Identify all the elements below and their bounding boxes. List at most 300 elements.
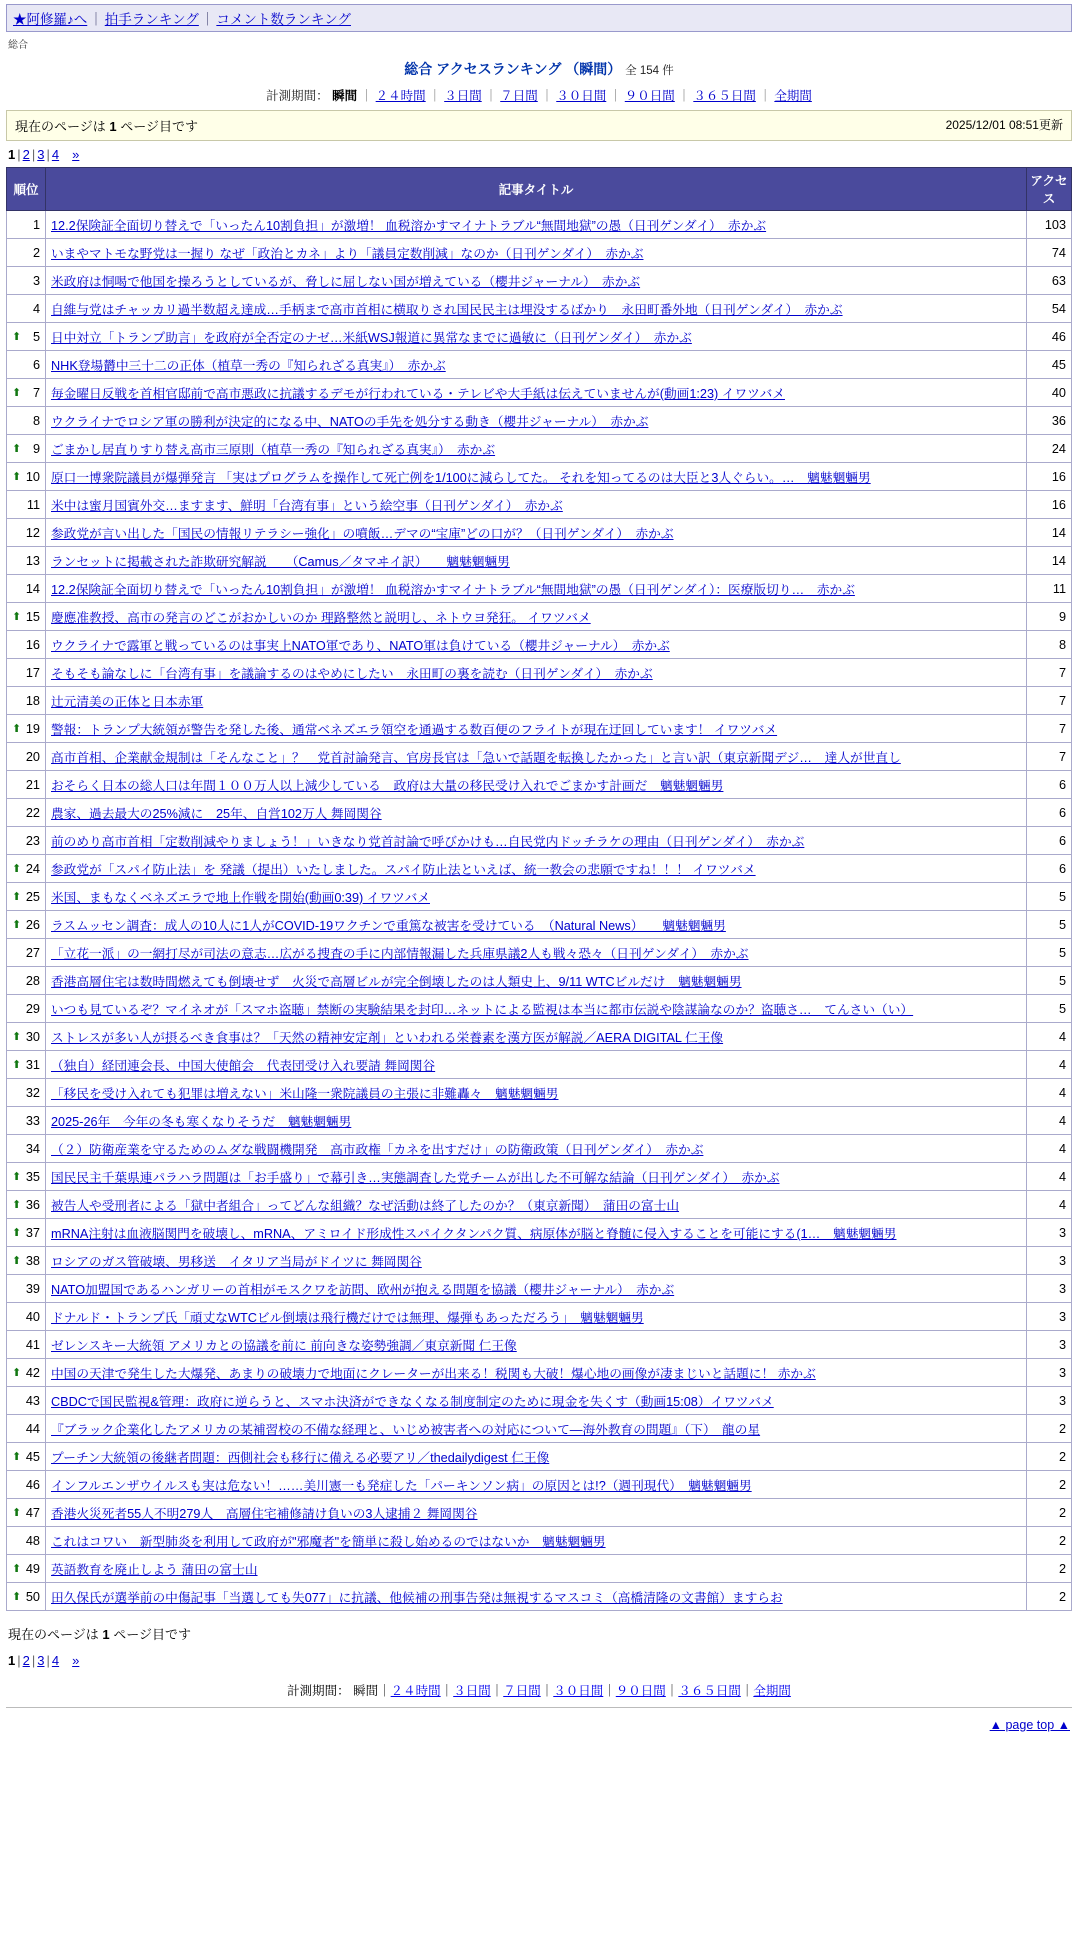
article-title-link[interactable]: ごまかし居直りすり替え高市三原則（植草一秀の『知られざる真実』） 赤かぶ <box>51 443 496 457</box>
period-selector-bottom <box>0 1681 1078 1699</box>
article-title-link[interactable]: ドナルド・トランプ氏「頑丈なWTCビル倒壊は飛行機だけでは無理、爆弾もあっただろう」 魑魅魍魎男 <box>51 1311 644 1325</box>
period-option-3d-top[interactable]: ３日間 <box>444 89 482 103</box>
access-count-cell: 3 <box>1027 1219 1072 1247</box>
access-count-cell: 5 <box>1027 995 1072 1023</box>
title-cell <box>46 407 1027 435</box>
rank-up-arrow-icon: ⬆ <box>12 1226 22 1239</box>
article-title-link[interactable]: 「移民を受け入れても犯罪は増えない」米山隆一衆院議員の主張に非難轟々 魑魅魍魎男 <box>51 1087 559 1101</box>
article-title-link[interactable]: 香港高層住宅は数時間燃えても倒壊せず 火災で高層ビルが完全倒壊したのは人類史上、9/11 WTCビルだけ 魑魅魍魎男 <box>51 975 742 989</box>
article-title-link[interactable]: ラスムッセン調査：成人の10人に1人がCOVID-19ワクチンで重篤な被害を受けている （Natural News） 魑魅魍魎男 <box>51 919 726 933</box>
rank-number: 24 <box>25 861 40 876</box>
access-count-cell: 6 <box>1027 799 1072 827</box>
rank-number: 44 <box>25 1421 40 1436</box>
period-option-30d-bottom[interactable]: ３０日間 <box>553 1684 604 1698</box>
rank-number: 45 <box>25 1449 40 1464</box>
title-cell <box>46 1275 1027 1303</box>
rank-number: 39 <box>25 1281 40 1296</box>
title-cell <box>46 659 1027 687</box>
table-row <box>7 295 1072 323</box>
title-cell <box>46 1135 1027 1163</box>
pagination-bottom-bar-1: | <box>17 1653 21 1668</box>
title-cell <box>46 799 1027 827</box>
title-cell <box>46 687 1027 715</box>
rank-cell <box>7 1443 46 1471</box>
table-row <box>7 1303 1072 1331</box>
rank-up-arrow-icon: ⬆ <box>12 610 22 623</box>
title-cell <box>46 379 1027 407</box>
pagination-top-page-3[interactable]: 3 <box>37 147 45 162</box>
rank-number: 6 <box>32 357 40 372</box>
title-cell <box>46 1051 1027 1079</box>
rank-cell <box>7 1079 46 1107</box>
article-title-link[interactable]: インフルエンザウイルスも実は危ない！……美川憲一も発症した「パーキンソン病」の原因とは!?（週刊現代） 魑魅魍魎男 <box>51 1479 752 1493</box>
table-row <box>7 687 1072 715</box>
period-bar-bottom-3: ｜ <box>490 1684 504 1698</box>
nav-separator-2: ｜ <box>200 12 215 27</box>
table-row <box>7 1415 1072 1443</box>
rank-number: 19 <box>25 721 40 736</box>
article-title-link[interactable]: 辻元清美の正体と日本赤軍 <box>51 695 204 709</box>
page-status-suffix: ページ目です <box>120 119 198 134</box>
title-cell <box>46 211 1027 239</box>
rank-up-arrow-icon: ⬆ <box>12 1170 22 1183</box>
article-title-link[interactable]: 参政党が言い出した「国民の情報リテラシー強化」の噴飯…デマの“宝庫”どの口が？（日刊ゲンダイ） 赤かぶ <box>51 527 674 541</box>
page-status-prefix: 現在のページは <box>15 119 106 134</box>
table-row <box>7 1247 1072 1275</box>
page-status-bottom <box>6 1621 1072 1643</box>
table-row <box>7 1527 1072 1555</box>
article-title-link[interactable]: 英語教育を廃止しよう 蒲田の富士山 <box>51 1563 258 1577</box>
rank-number: 23 <box>25 833 40 848</box>
table-row <box>7 1135 1072 1163</box>
article-title-link[interactable]: （２）防衛産業を守るためのムダな戦闘機開発 高市政権「カネを出すだけ」の防衛政策（日刊ゲンダイ） 赤かぶ <box>51 1143 704 1157</box>
access-count-cell: 2 <box>1027 1443 1072 1471</box>
access-count-cell: 16 <box>1027 491 1072 519</box>
article-title-link[interactable]: 2025-26年 今年の冬も寒くなりそうだ 魑魅魍魎男 <box>51 1115 352 1129</box>
rank-number: 31 <box>25 1057 40 1072</box>
article-title-link[interactable]: おそらく日本の総人口は年間１００万人以上減少している 政府は大量の移民受け入れでごまかす計画だ 魑魅魍魎男 <box>51 779 724 793</box>
title-cell <box>46 1359 1027 1387</box>
article-title-link[interactable]: プーチン大統領の後継者問題：西側社会も移行に備える必要アリ／thedailydigest 仁王像 <box>51 1451 550 1465</box>
rank-cell <box>7 519 46 547</box>
page-top-link[interactable]: ▲ page top ▲ <box>989 1718 1070 1732</box>
rank-cell <box>7 1051 46 1079</box>
rank-number: 1 <box>32 217 40 232</box>
table-row <box>7 519 1072 547</box>
table-row <box>7 1163 1072 1191</box>
rank-cell <box>7 463 46 491</box>
period-option-90d-bottom[interactable]: ９０日間 <box>615 1684 666 1698</box>
table-row <box>7 855 1072 883</box>
rank-up-arrow-icon: ⬆ <box>12 1254 22 1267</box>
title-cell <box>46 295 1027 323</box>
article-title-link[interactable]: （独自）経団連会長、中国大使館会 代表団受け入れ要請 舞岡関谷 <box>51 1059 436 1073</box>
article-title-link[interactable]: 田久保氏が選挙前の中傷記事「当選しても失077」に抗議、他候補の刑事告発は無視するマスコミ（高橋清隆の文書館）ますらお <box>51 1591 783 1605</box>
article-title-link[interactable]: 高市首相、企業献金規制は「そんなこと」？ 党首討論発言、官房長官は「急いで話題を転換したかった」と言い訳（東京新聞デジ… 達人が世直し <box>51 751 901 765</box>
table-row <box>7 743 1072 771</box>
rank-cell <box>7 323 46 351</box>
ranking-table <box>6 167 1072 1611</box>
access-count-cell: 74 <box>1027 239 1072 267</box>
article-title-link[interactable]: いまやマトモな野党は一握り なぜ「政治とカネ」より「議員定数削減」なのか（日刊ゲンダイ） 赤かぶ <box>51 247 644 261</box>
access-count-cell: 2 <box>1027 1555 1072 1583</box>
access-count-cell: 4 <box>1027 1191 1072 1219</box>
table-row <box>7 1051 1072 1079</box>
title-cell <box>46 1163 1027 1191</box>
title-cell <box>46 267 1027 295</box>
rank-cell <box>7 1107 46 1135</box>
table-row <box>7 1387 1072 1415</box>
access-count-cell: 7 <box>1027 743 1072 771</box>
table-row <box>7 1555 1072 1583</box>
title-cell <box>46 1583 1027 1611</box>
article-title-link[interactable]: 国民民主千葉県連パラハラ問題は「お手盛り」で幕引き…実態調査した党チームが出した不可解な結論（日刊ゲンダイ） 赤かぶ <box>51 1171 780 1185</box>
title-cell <box>46 855 1027 883</box>
title-cell <box>46 1499 1027 1527</box>
pagination-top-page-2[interactable]: 2 <box>22 147 30 162</box>
table-row <box>7 1275 1072 1303</box>
nav-separator-1: ｜ <box>89 12 103 27</box>
table-row <box>7 407 1072 435</box>
table-row <box>7 435 1072 463</box>
rank-cell <box>7 267 46 295</box>
rank-cell <box>7 1191 46 1219</box>
table-row <box>7 799 1072 827</box>
pagination-bottom-bar-2: | <box>31 1653 36 1668</box>
period-option-instant-top[interactable]: 瞬間 <box>332 89 358 103</box>
article-title-link[interactable]: mRNA注射は血液脳関門を破壊し、mRNA、アミロイド形成性スパイクタンパク質、病原体が脳と脊髄に侵入することを可能にする(1… 魑魅魍魎男 <box>51 1227 897 1241</box>
article-title-link[interactable]: 中国の天津で発生した大爆発、あまりの破壊力で地面にクレーターが出来る！税関も大破！爆心地の画像が凄まじいと話題に！ 赤かぶ <box>51 1367 816 1381</box>
rank-cell <box>7 1219 46 1247</box>
pagination-top-page-1[interactable]: 1 <box>8 147 16 162</box>
column-header-rank: 順位 <box>7 168 46 211</box>
rank-number: 9 <box>32 441 40 456</box>
table-row <box>7 883 1072 911</box>
article-title-link[interactable]: ゼレンスキー大統領 アメリカとの協議を前に 前向きな姿勢強調／東京新聞 仁王像 <box>51 1339 517 1353</box>
rank-number: 5 <box>32 329 40 344</box>
article-title-link[interactable]: これはコワい 新型肺炎を利用して政府が"邪魔者"を簡単に殺し始めるのではないか 魑魅魍魎男 <box>51 1535 606 1549</box>
rank-up-arrow-icon: ⬆ <box>12 918 22 931</box>
access-count-cell: 36 <box>1027 407 1072 435</box>
page-status-number: 1 <box>109 119 117 134</box>
ranking-table-body <box>7 211 1072 1611</box>
period-selector-top <box>0 86 1078 104</box>
article-title-link[interactable]: 米政府は恫喝で他国を操ろうとしているが、脅しに屈しない国が増えている（櫻井ジャーナル） 赤かぶ <box>51 275 641 289</box>
rank-cell <box>7 1275 46 1303</box>
article-title-link[interactable]: 毎金曜日反戦を首相官邸前で高市悪政に抗議するデモが行われている・テレビや大手紙は伝えていませんが(動画1:23) イワツバメ <box>51 387 785 401</box>
page-status-bottom-prefix: 現在のページは <box>8 1627 99 1642</box>
rank-cell <box>7 771 46 799</box>
access-count-cell: 7 <box>1027 715 1072 743</box>
title-cell <box>46 1219 1027 1247</box>
access-count-cell: 16 <box>1027 463 1072 491</box>
access-count-cell: 7 <box>1027 659 1072 687</box>
rank-number: 47 <box>25 1505 40 1520</box>
access-count-cell: 2 <box>1027 1527 1072 1555</box>
access-count-cell: 3 <box>1027 1275 1072 1303</box>
table-row <box>7 603 1072 631</box>
page-status-bottom-suffix: ページ目です <box>113 1627 191 1642</box>
table-row <box>7 463 1072 491</box>
title-cell <box>46 1443 1027 1471</box>
rank-number: 17 <box>25 665 40 680</box>
article-title-link[interactable]: 原口一博衆院議員が爆弾発言 「実はプログラムを操作して死亡例を1/100に減らしてた。 それを知ってるのは大臣と3人ぐらい。… 魑魅魍魎男 <box>51 471 871 485</box>
table-row <box>7 659 1072 687</box>
period-option-365d-bottom[interactable]: ３６５日間 <box>678 1684 741 1698</box>
access-count-cell: 103 <box>1027 211 1072 239</box>
article-title-link[interactable]: ウクライナで露軍と戦っているのは事実上NATO軍であり、NATO軍は負けている（櫻井ジャーナル） 赤かぶ <box>51 639 670 653</box>
article-title-link[interactable]: 農家、過去最大の25%減に 25年、自営102万人 舞岡関谷 <box>51 807 382 821</box>
nav-link-comment-ranking[interactable]: コメント数ランキング <box>216 12 351 27</box>
pagination-top-next[interactable]: » <box>72 147 80 162</box>
period-option-7d-top[interactable]: ７日間 <box>500 89 538 103</box>
article-title-link[interactable]: 慶應准教授、高市の発言のどこがおかしいのか 理路整然と説明し、ネトウヨ発狂。 イワツバメ <box>51 611 591 625</box>
pagination-top-bar-2: | <box>31 147 36 162</box>
rank-number: 30 <box>25 1029 40 1044</box>
title-cell <box>46 435 1027 463</box>
title-cell <box>46 491 1027 519</box>
period-option-90d-top[interactable]: ９０日間 <box>624 89 675 103</box>
article-title-link[interactable]: ランセットに掲載された詐欺研究解説 （Camus／タマヰイ訳） 魑魅魍魎男 <box>51 555 510 569</box>
pagination-top <box>6 141 1072 163</box>
rank-cell <box>7 1471 46 1499</box>
rank-number: 46 <box>25 1477 40 1492</box>
rank-number: 20 <box>25 749 40 764</box>
rank-cell <box>7 715 46 743</box>
access-count-cell: 2 <box>1027 1499 1072 1527</box>
rank-cell <box>7 575 46 603</box>
article-title-link[interactable]: 米中は蜜月国賓外交…ますます、鮮明「台湾有事」という絵空事（日刊ゲンダイ） 赤かぶ <box>51 499 563 513</box>
article-title-link[interactable]: 警報：トランプ大統領が警告を発した後、通常ベネズエラ領空を通過する数百便のフライトが現在迂回しています！ イワツバメ <box>51 723 778 737</box>
article-title-link[interactable]: 米国、まもなくベネズエラで地上作戦を開始(動画0:39) イワツバメ <box>51 891 430 905</box>
rank-cell <box>7 547 46 575</box>
rank-cell <box>7 1359 46 1387</box>
pagination-bottom-page-4[interactable]: 4 <box>51 1653 60 1668</box>
title-cell <box>46 911 1027 939</box>
rank-cell <box>7 1555 46 1583</box>
title-cell <box>46 463 1027 491</box>
rank-cell <box>7 1583 46 1611</box>
rank-cell <box>7 1387 46 1415</box>
rank-up-arrow-icon: ⬆ <box>12 1450 22 1463</box>
period-option-30d-top[interactable]: ３０日間 <box>556 89 607 103</box>
rank-cell <box>7 911 46 939</box>
period-option-all-bottom[interactable]: 全期間 <box>753 1684 791 1698</box>
table-row <box>7 379 1072 407</box>
article-title-link[interactable]: CBDCで国民監視&管理：政府に逆らうと、スマホ決済ができなくなる制度制定のために現金を失くす（動画15:08）イワツバメ <box>51 1395 774 1409</box>
access-count-cell: 6 <box>1027 855 1072 883</box>
period-bar-bottom-4: ｜ <box>540 1684 554 1698</box>
period-bar-bottom-7: ｜ <box>740 1684 754 1698</box>
table-row <box>7 575 1072 603</box>
period-option-365d-top[interactable]: ３６５日間 <box>693 89 756 103</box>
rank-up-arrow-icon: ⬆ <box>12 1562 22 1575</box>
title-cell <box>46 827 1027 855</box>
rank-cell <box>7 295 46 323</box>
rank-number: 49 <box>25 1561 40 1576</box>
rank-cell <box>7 1247 46 1275</box>
rank-number: 41 <box>25 1337 40 1352</box>
table-row <box>7 827 1072 855</box>
table-row <box>7 1023 1072 1051</box>
access-count-cell: 40 <box>1027 379 1072 407</box>
access-count-cell: 3 <box>1027 1303 1072 1331</box>
table-row <box>7 911 1072 939</box>
period-option-all-top[interactable]: 全期間 <box>774 89 812 103</box>
page-status-bottom-number: 1 <box>102 1627 110 1642</box>
access-count-cell: 46 <box>1027 323 1072 351</box>
title-cell <box>46 631 1027 659</box>
rank-number: 16 <box>25 637 40 652</box>
title-cell <box>46 575 1027 603</box>
pagination-bottom-bar-3: | <box>46 1653 50 1668</box>
rank-number: 22 <box>25 805 40 820</box>
rank-cell <box>7 1331 46 1359</box>
access-count-cell: 3 <box>1027 1359 1072 1387</box>
pagination-bottom-page-2[interactable]: 2 <box>22 1653 30 1668</box>
access-count-cell: 4 <box>1027 1079 1072 1107</box>
article-title-link[interactable]: NHK登場欝中三十二の正体（植草一秀の『知られざる真実』） 赤かぶ <box>51 359 446 373</box>
rank-number: 28 <box>25 973 40 988</box>
article-title-link[interactable]: 12.2保険証全面切り替えで「いったん10割負担」が激増！ 血税溶かすマイナトラブル“無間地獄”の愚（日刊ゲンダイ）：医療版切り… 赤かぶ <box>51 583 855 597</box>
table-row <box>7 995 1072 1023</box>
rank-cell <box>7 211 46 239</box>
article-title-link[interactable]: NATO加盟国であるハンガリーの首相がモスクワを訪問、欧州が抱える問題を協議（櫻井ジャーナル） 赤かぶ <box>51 1283 675 1297</box>
article-title-link[interactable]: 『ブラック企業化したアメリカの某補習校の不備な経理と、いじめ被害者への対応について—海外教育の問題』（下） 龍の星 <box>51 1423 761 1437</box>
rank-up-arrow-icon: ⬆ <box>12 1366 22 1379</box>
pagination-bottom-page-1[interactable]: 1 <box>8 1653 16 1668</box>
table-row <box>7 1107 1072 1135</box>
rank-up-arrow-icon: ⬆ <box>12 1198 22 1211</box>
column-header-access: アクセス <box>1027 168 1072 211</box>
nav-link-clap-ranking[interactable]: 拍手ランキング <box>104 12 199 27</box>
rank-cell <box>7 435 46 463</box>
article-title-link[interactable]: 12.2保険証全面切り替えで「いったん10割負担」が激増！ 血税溶かすマイナトラブル“無間地獄”の愚（日刊ゲンダイ） 赤かぶ <box>51 219 767 233</box>
page-status-text <box>15 116 198 135</box>
period-bar-bottom-2: ｜ <box>440 1684 454 1698</box>
article-title-link[interactable]: ストレスが多い人が摂るべき食事は？「天然の精神安定剤」といわれる栄養素を漢方医が解説／AERA DIGITAL 仁王像 <box>51 1031 724 1045</box>
rank-number: 32 <box>25 1085 40 1100</box>
rank-cell <box>7 407 46 435</box>
article-title-link[interactable]: いつも見ているぞ？マイネオが「スマホ盗聴」禁断の実験結果を封印…ネットによる監視は本当に都市伝説や陰謀論なのか？盗聴さ… てんさい（い） <box>51 1003 914 1017</box>
article-title-link[interactable]: 日中対立「トランプ助言」を政府が全否定のナゼ…米紙WSJ報道に異常なまでに過敏に（日刊ゲンダイ） 赤かぶ <box>51 331 692 345</box>
table-row <box>7 939 1072 967</box>
title-cell <box>46 547 1027 575</box>
table-row <box>7 1359 1072 1387</box>
updated-timestamp: 2025/12/01 08:51更新 <box>945 118 1063 132</box>
period-bar-top-4: ｜ <box>540 89 554 103</box>
table-row <box>7 631 1072 659</box>
rank-cell <box>7 855 46 883</box>
rank-number: 43 <box>25 1393 40 1408</box>
title-cell <box>46 771 1027 799</box>
period-option-3d-bottom[interactable]: ３日間 <box>453 1684 491 1698</box>
article-title-link[interactable]: そもそも論なしに「台湾有事」を議論するのはやめにしたい 永田町の裏を読む（日刊ゲンダイ） 赤かぶ <box>51 667 653 681</box>
access-count-cell: 3 <box>1027 1247 1072 1275</box>
rank-number: 12 <box>25 525 40 540</box>
access-count-cell: 24 <box>1027 435 1072 463</box>
article-title-link[interactable]: 自維与党はチャッカリ過半数超え達成…手柄まで高市首相に横取りされ国民民主は埋没するばかり 永田町番外地（日刊ゲンダイ） 赤かぶ <box>51 303 843 317</box>
access-count-cell: 3 <box>1027 1387 1072 1415</box>
period-option-24h-top[interactable]: ２４時間 <box>375 89 426 103</box>
access-count-cell: 14 <box>1027 547 1072 575</box>
pagination-bottom-next[interactable]: » <box>72 1653 80 1668</box>
title-cell <box>46 1527 1027 1555</box>
period-bar-bottom-5: ｜ <box>603 1684 616 1698</box>
table-row <box>7 211 1072 239</box>
rank-cell <box>7 239 46 267</box>
access-count-cell: 8 <box>1027 631 1072 659</box>
article-title-link[interactable]: 被告人や受刑者による「獄中者組合」ってどんな組織？なぜ活動は終了したのか？（東京新聞） 蒲田の富士山 <box>51 1199 680 1213</box>
title-cell <box>46 519 1027 547</box>
article-title-link[interactable]: 前のめり高市首相「定数削減やりましょう！」いきなり党首討論で呼びかけも…自民党内ドッチラケの理由（日刊ゲンダイ） 赤かぶ <box>51 835 805 849</box>
access-count-cell: 4 <box>1027 1051 1072 1079</box>
title-cell <box>46 743 1027 771</box>
rank-cell <box>7 799 46 827</box>
pagination-bottom-page-3[interactable]: 3 <box>37 1653 45 1668</box>
article-title-link[interactable]: 香港火災死者55人不明279人 高層住宅補修請け負いの3人逮捕２ 舞岡関谷 <box>51 1507 478 1521</box>
rank-number: 27 <box>25 945 40 960</box>
title-cell <box>46 1415 1027 1443</box>
access-count-cell: 4 <box>1027 1163 1072 1191</box>
rank-cell <box>7 1499 46 1527</box>
period-option-24h-bottom[interactable]: ２４時間 <box>390 1684 441 1698</box>
pagination-bottom <box>6 1647 1072 1669</box>
total-count: 全 154 件 <box>625 65 674 77</box>
title-cell <box>46 323 1027 351</box>
table-row <box>7 771 1072 799</box>
rank-cell <box>7 379 46 407</box>
page-title <box>0 59 1078 79</box>
article-title-link[interactable]: ウクライナでロシア軍の勝利が決定的になる中、NATOの手先を処分する動き（櫻井ジャーナル） 赤かぶ <box>51 415 649 429</box>
article-title-link[interactable]: 参政党が「スパイ防止法」を 発議（提出）いたしました。スパイ防止法といえば、統一教会の悲願ですね！！！ イワツバメ <box>51 863 756 877</box>
rank-cell <box>7 659 46 687</box>
rank-cell <box>7 743 46 771</box>
access-count-cell: 4 <box>1027 1107 1072 1135</box>
table-row <box>7 547 1072 575</box>
title-cell <box>46 1247 1027 1275</box>
rank-number: 18 <box>25 693 40 708</box>
period-label-bottom: 計測期間： <box>287 1684 350 1698</box>
rank-number: 48 <box>25 1533 40 1548</box>
title-cell <box>46 715 1027 743</box>
rank-up-arrow-icon: ⬆ <box>12 386 22 399</box>
table-row <box>7 1191 1072 1219</box>
title-cell <box>46 1303 1027 1331</box>
title-cell <box>46 883 1027 911</box>
table-row <box>7 351 1072 379</box>
title-cell <box>46 1107 1027 1135</box>
access-count-cell: 5 <box>1027 967 1072 995</box>
rank-up-arrow-icon: ⬆ <box>12 470 22 483</box>
rank-cell <box>7 1527 46 1555</box>
table-row <box>7 1471 1072 1499</box>
pagination-top-page-4[interactable]: 4 <box>51 147 60 162</box>
period-bar-top-1: ｜ <box>360 89 373 103</box>
nav-link-home[interactable]: ★阿修羅♪へ <box>13 12 88 27</box>
breadcrumb: 総合 <box>8 40 28 51</box>
access-count-cell: 11 <box>1027 575 1072 603</box>
access-count-cell: 54 <box>1027 295 1072 323</box>
access-count-cell: 7 <box>1027 687 1072 715</box>
period-option-7d-bottom[interactable]: ７日間 <box>503 1684 541 1698</box>
period-option-instant-bottom[interactable]: 瞬間 <box>353 1684 379 1698</box>
article-title-link[interactable]: ロシアのガス管破壊、男移送 イタリア当局がドイツに 舞岡関谷 <box>51 1255 422 1269</box>
page-status-box <box>6 110 1072 141</box>
title-cell <box>46 1387 1027 1415</box>
rank-number: 33 <box>25 1113 40 1128</box>
article-title-link[interactable]: 「立花一派」の一網打尽が司法の意志…広がる捜査の手に内部情報漏した兵庫県議2人も戦々恐々（日刊ゲンダイ） 赤かぶ <box>51 947 749 961</box>
